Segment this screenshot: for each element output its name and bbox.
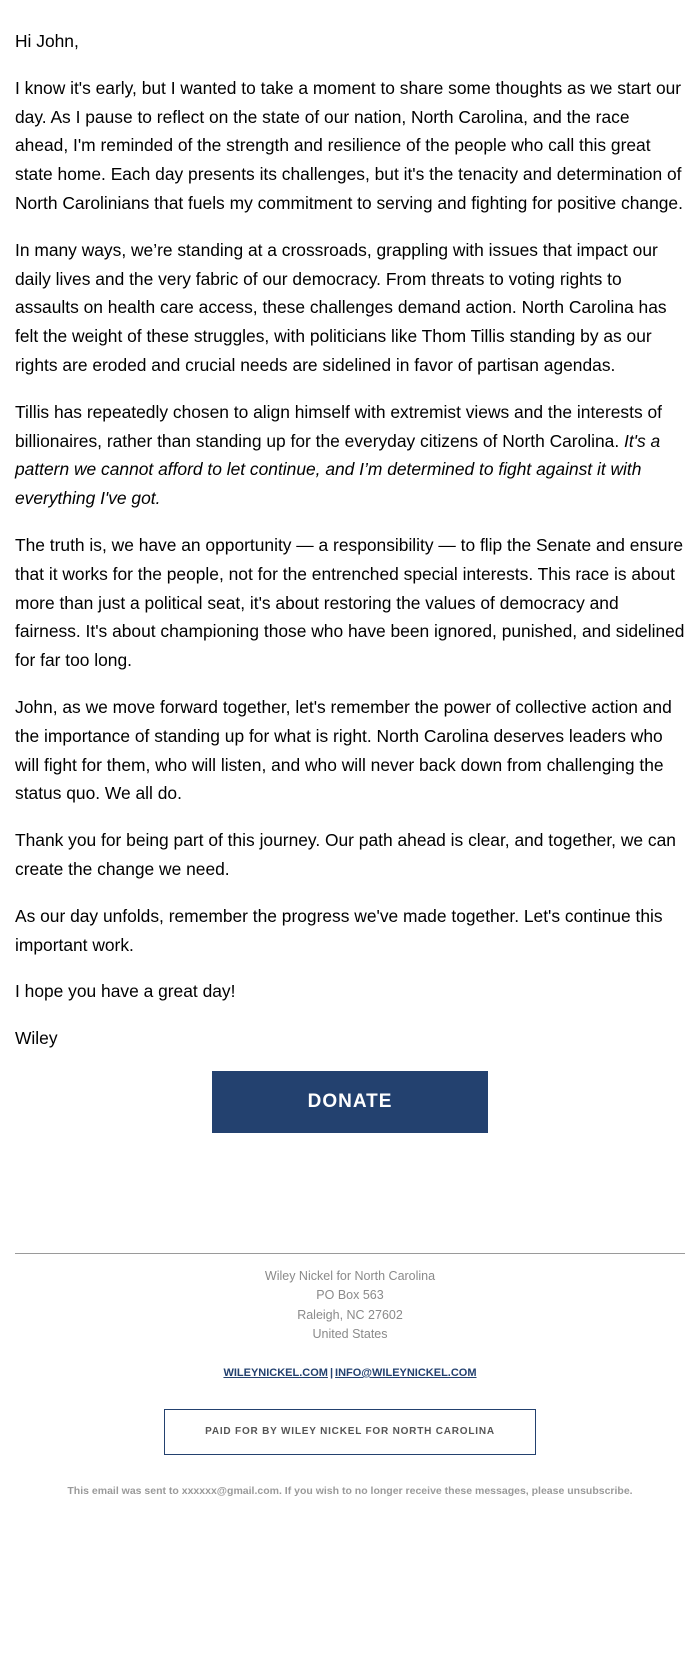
unsubscribe-notice[interactable]: This email was sent to xxxxxx@gmail.com. If you wish to no longer receive these messages, please unsubscribe. xyxy=(67,1484,633,1497)
body-paragraph-1: I know it's early, but I wanted to take a moment to share some thoughts as we start our day. As I pause to reflect on the state of our nation, North Carolina, and the race ahead, I'm reminded of the strength and resilience of the people who call this great state home. Each day presents its challenges, but it's the tenacity and determination of North Carolinians that fuels my commitment to serving and fighting for positive change. xyxy=(15,77,683,213)
greeting: Hi John, xyxy=(15,31,79,51)
body-paragraph-7: As our day unfolds, remember the progress we've made together. Let's continue this important work. xyxy=(15,905,663,955)
body-paragraph-2: In many ways, we’re standing at a crossroads, grappling with issues that impact our daily lives and the very fabric of our democracy. From threats to voting rights to assaults on health care access, these challenges demand action. North Carolina has felt the weight of these struggles, with politicians like Thom Tillis standing by as our rights are eroded and crucial needs are sidelined in favor of partisan agendas. xyxy=(15,239,667,375)
donate-container xyxy=(15,1071,685,1133)
body-paragraph-6: Thank you for being part of this journey. Our path ahead is clear, and together, we can create the change we need. xyxy=(15,830,676,879)
donate-button[interactable]: DONATE xyxy=(212,1071,488,1133)
address-line-city: Raleigh, NC 27602 xyxy=(297,1307,403,1322)
tillis-text: Tillis has repeatedly chosen to align himself with extremist views and the interests of billionaires, rather than standing up for the everyday citizens of North Carolina. xyxy=(15,401,662,451)
email-link[interactable]: INFO@WILEYNICKEL.COM xyxy=(335,1366,477,1379)
signature: Wiley xyxy=(15,1028,58,1049)
website-link[interactable]: WILEYNICKEL.COM xyxy=(223,1366,328,1379)
paid-for-disclaimer: PAID FOR BY WILEY NICKEL FOR NORTH CAROLINA xyxy=(164,1409,536,1455)
address-line-org: Wiley Nickel for North Carolina xyxy=(264,1268,436,1283)
body-paragraph-8: I hope you have a great day! xyxy=(15,981,236,1002)
address-line-country: United States xyxy=(312,1327,388,1342)
footer-divider xyxy=(15,1253,685,1254)
body-paragraph-4: The truth is, we have an opportunity — a responsibility — to flip the Senate and ensure that it works for the people, not for the entrenched special interests. This race is about more than just a political seat, it's about restoring the values of democracy and fairness. It's about championing those who have been ignored, punished, and sidelined for far too long. xyxy=(15,534,685,671)
link-separator: | xyxy=(329,1366,334,1379)
address-line-po-box: PO Box 563 xyxy=(316,1288,384,1303)
footer-links xyxy=(15,1367,685,1379)
tillis-italic-text: It's a pattern we cannot afford to let continue, and I’m determined to fight against it with everything I've got. xyxy=(15,430,661,509)
footer-address xyxy=(15,1267,685,1345)
body-paragraph-3 xyxy=(15,398,685,513)
body-paragraph-5: John, as we move forward together, let's remember the power of collective action and the importance of standing up for what is right. North Carolina deserves leaders who will fight for them, who will listen, and who will never back down from challenging the status quo. We all do. xyxy=(15,696,672,804)
